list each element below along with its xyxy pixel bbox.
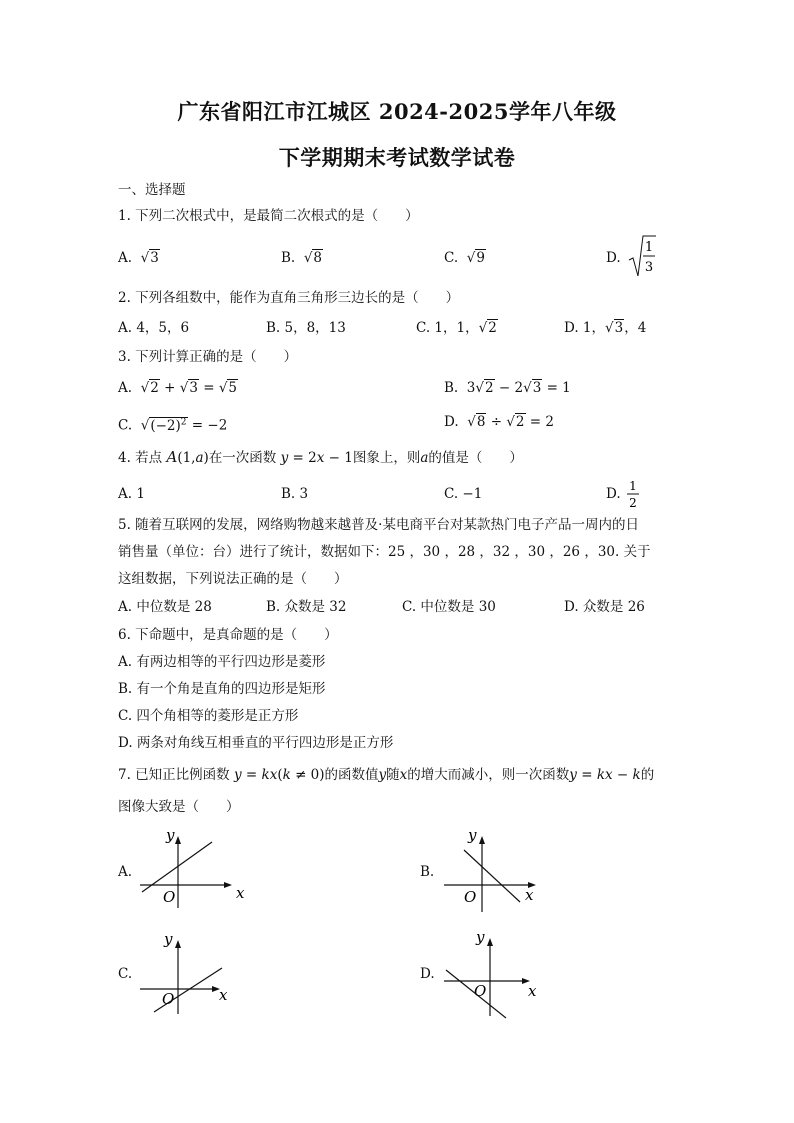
q1-d-denominator: 3 — [644, 260, 654, 275]
q1-option-d-radical — [628, 234, 658, 280]
y-axis-arrow — [487, 938, 493, 946]
y-axis-label: y — [164, 930, 173, 948]
q1-option-c: C. √9 — [444, 250, 485, 266]
q2-d-text: D. 1， — [564, 320, 606, 336]
q4-option-d-fraction — [626, 478, 640, 510]
origin-label: O — [163, 888, 176, 906]
q7-line1-mid3: 的增大而减小，则一次函数 — [407, 767, 570, 783]
q6-stem: 6. 下命题中，是真命题的是（ ） — [118, 627, 338, 643]
q2-option-a: A. 4，5，6 — [118, 320, 190, 336]
q1-c-radicand: 9 — [476, 250, 485, 266]
q3-option-c: C. $√(-2)^2 = -2$ — [118, 417, 228, 434]
q7-line1-mid: 的函数值 — [324, 767, 379, 783]
q2-c-radicand: 2 — [488, 320, 497, 336]
q4-option-c: C. −1 — [444, 486, 483, 502]
q2-d-tail: ，4 — [624, 320, 647, 336]
q7-graph-c — [136, 928, 246, 1018]
q1-option-d-label: D. — [606, 250, 621, 266]
origin-label: O — [474, 982, 487, 1000]
q2-option-d: D. 1，√3，4 — [564, 320, 647, 336]
q4-d-numerator: 1 — [629, 479, 637, 493]
q2-stem: 2. 下列各组数中，能作为直角三角形三边长的是（ ） — [118, 290, 460, 306]
q3-a-label: A. — [118, 380, 133, 396]
q7-option-a-label: A. — [118, 864, 133, 880]
q7-option-d-label: D. — [420, 966, 435, 982]
q4-stem-pre: 4. 若点 — [118, 450, 163, 466]
x-axis-arrow — [224, 882, 232, 888]
q6-option-c: C. 四个角相等的菱形是正方形 — [118, 708, 299, 724]
q1-a-radicand: 3 — [150, 250, 159, 266]
q5-option-b: B. 众数是 32 — [266, 599, 347, 615]
q6-option-b: B. 有一个角是直角的四边形是矩形 — [118, 681, 326, 697]
page-title-line1: 广东省阳江市江城区 2024-2025学年八年级 — [177, 99, 617, 124]
q4-option-b: B. 3 — [281, 486, 309, 502]
q5-line3: 这组数据，下列说法正确的是（ ） — [118, 571, 348, 587]
q1-b-radicand: 8 — [313, 250, 323, 266]
q5-option-a: A. 中位数是 28 — [118, 599, 212, 615]
q1-stem: 1. 下列二次根式中，是最简二次根式的是（ ） — [118, 208, 419, 224]
y-axis-label: y — [166, 826, 175, 844]
q5-line2: 销售量（单位：台）进行了统计，数据如下：25 ，30 ，28 ，32 ，30 ，26 ，30. 关于 — [118, 544, 651, 560]
q1-option-a: A. √3 — [118, 250, 159, 266]
q4-d-denominator: 2 — [629, 496, 637, 510]
q3-d-label: D. — [444, 414, 459, 430]
q7-option-c-label: C. — [118, 966, 133, 982]
q7-line1: 7. 已知正比例函数 y = kx(k ≠ 0)的函数值y随x的增大而减小，则一次函数y = kx − k的 — [118, 767, 655, 783]
q1-a-label: A. — [118, 250, 133, 266]
q2-d-radicand: 3 — [614, 320, 624, 336]
q7-graph-b — [440, 826, 550, 916]
q5-option-d: D. 众数是 26 — [564, 599, 645, 615]
x-axis-label: x — [528, 982, 537, 1000]
q4-stem-mid: 在一次函数 — [208, 450, 277, 466]
q3-option-a: A. √2 + √3 = √5 — [118, 380, 238, 396]
x-axis-label: x — [219, 986, 228, 1004]
y-axis-arrow — [175, 836, 181, 844]
q7-line1-pre: 7. 已知正比例函数 — [118, 767, 230, 783]
q1-c-label: C. — [444, 250, 459, 266]
q3-stem: 3. 下列计算正确的是（ ） — [118, 349, 298, 365]
q4-option-a: A. 1 — [118, 486, 145, 502]
q1-b-label: B. — [281, 250, 296, 266]
y-axis-label: y — [468, 826, 477, 844]
x-axis-label: x — [236, 884, 245, 902]
q7-option-b-label: B. — [420, 864, 435, 880]
q4-stem-mid2: 图象上，则 — [352, 450, 421, 466]
origin-label: O — [162, 990, 175, 1008]
section-heading: 一、选择题 — [118, 182, 186, 198]
q7-line2: 图像大致是（ ） — [118, 799, 240, 815]
page-title-line2: 下学期期末考试数学试卷 — [278, 145, 516, 170]
y-axis-arrow — [479, 836, 485, 844]
q3-option-b: B. 3√2 − 2√3 = 1 — [444, 380, 571, 396]
q2-option-b: B. 5，8，13 — [266, 320, 346, 336]
q7-line1-mid2: 随 — [386, 767, 400, 783]
q3-c-label: C. — [118, 417, 133, 434]
q5-option-c: C. 中位数是 30 — [402, 599, 496, 615]
q6-option-d: D. 两条对角线互相垂直的平行四边形是正方形 — [118, 735, 394, 751]
q4-option-d-label: D. — [606, 486, 621, 502]
q5-line1: 5. 随着互联网的发展，网络购物越来越普及·某电商平台对某款热门电子产品一周内的日 — [118, 517, 639, 533]
q1-d-numerator: 1 — [644, 240, 654, 255]
q3-option-d: D. √8 ÷ √2 = 2 — [444, 414, 554, 430]
q7-line1-post: 的 — [640, 767, 655, 783]
y-axis-arrow — [175, 940, 181, 948]
q2-option-c: C. 1，1，√2 — [416, 320, 497, 336]
q6-option-a: A. 有两边相等的平行四边形是菱形 — [118, 654, 326, 670]
q7-graph-a — [136, 826, 246, 911]
origin-label: O — [464, 888, 477, 906]
q7-graph-d — [440, 928, 550, 1020]
q2-c-text: C. 1，1， — [416, 320, 479, 336]
q1-option-b: B. √8 — [281, 250, 323, 266]
q4-stem-post: 的值是（ ） — [428, 450, 523, 466]
q3-b-label: B. — [444, 380, 459, 396]
q4-stem: 4. 若点 A(1,a)在一次函数 y = 2x − 1图象上，则a的值是（ ） — [118, 448, 523, 466]
y-axis-label: y — [476, 928, 485, 946]
x-axis-label: x — [525, 886, 534, 904]
